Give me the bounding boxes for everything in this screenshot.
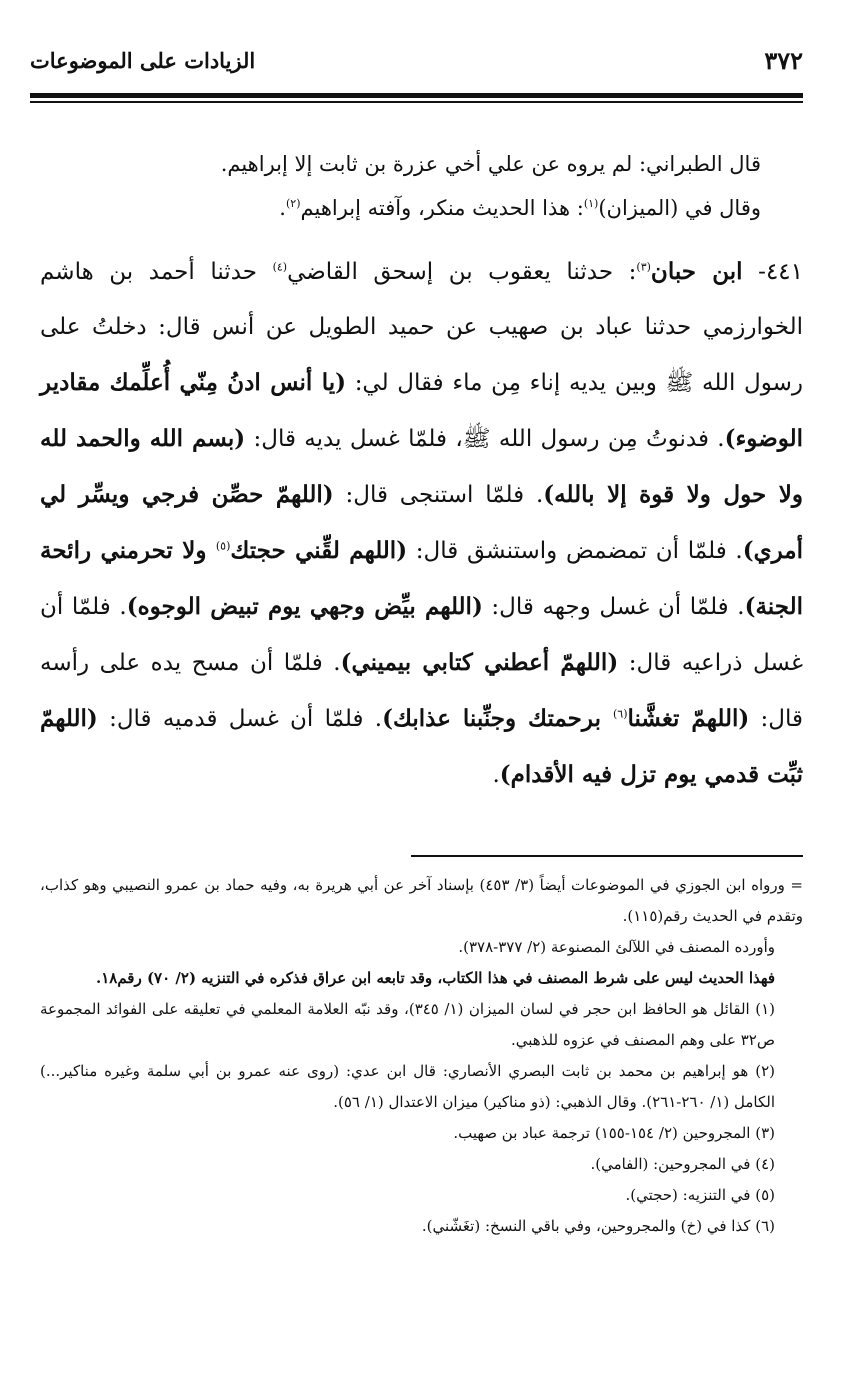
intro-line-2 [40,186,803,230]
hadith-number: ٤٤١- [758,259,803,285]
hadith-quote: (اللهمّ تغشَّنا [627,705,750,732]
hadith-quote: (اللهم لقِّني حجتك [230,537,408,564]
hadith-text: . فلمّا أن غسل وجهه قال: [482,594,745,620]
header-rule-thick [30,93,803,98]
footnote-separator [411,855,803,857]
hadith-quote: (يا أنس ادنُ مِنّي أُعلِّمك مقادير الوضوء) [40,369,803,452]
hadith-quote: ولا تحرمني رائحة الجنة) [40,537,803,620]
intro-line-1: قال الطبراني: لم يروه عن علي أخي عزرة بن ثابت إلا إبراهيم. [220,152,761,176]
footnote-ref: (٤) [272,260,288,274]
hadith-text: . فلمّا أن مسح يده على رأسه قال: [40,650,803,732]
footnote-1: (١) القائل هو الحافظ ابن حجر في لسان الميزان (١/ ٣٤٥)، وقد نبّه العلامة المعلمي في تعليقه على الفوائد المجموعة ص٣٢ على وهم المصنف في عزوه للذهبي. [40,1000,775,1049]
intro-text: وقال في (الميزان) [598,196,761,220]
footnote-5: (٥) في التنزيه: (حجتي). [625,1186,775,1204]
footnote-continuation: = ورواه ابن الجوزي في الموضوعات أيضاً (٣/ ٤٥٣) بإسناد آخر عن أبي هريرة به، وفيه حماد بن عمرو النصيبي وهو كذاب، وتقدم في الحديث رقم(١١٥). [40,876,803,925]
footnote-ref: (٥) [215,539,231,553]
hadith-441 [40,244,803,803]
hadith-quote: (بسم الله والحمد لله ولا حول ولا قوة إلا بالله) [40,425,803,508]
hadith-quote: (اللهم بيِّض وجهي يوم تبيض الوجوه) [126,593,483,620]
footnote-2: (٢) هو إبراهيم بن محمد بن ثابت البصري الأنصاري: قال ابن عدي: (روى عنه عمرو بن أبي سلمة وغيره مناكير...) الكامل (١/ ٢٦٠-٢٦١). وقال الذهبي: (ذو مناكير) ميزان الاعتدال (١/ ٥٦). [40,1062,775,1111]
footnote-ref: (٣) [636,260,651,274]
intro-text: . [279,196,286,220]
hadith-quote: برحمتك وجنِّبنا عذابك) [382,705,613,732]
hadith-text: . [492,762,500,788]
hadith-text: حدثنا أحمد بن هاشم الخوارزمي حدثنا عباد بن صهيب عن حميد الطويل عن أنس قال: دخلتُ على رسول الله ﷺ وبين يديه إناء مِن ماء فقال لي: [40,259,804,396]
footnote-continuation: فهذا الحديث ليس على شرط المصنف في هذا الكتاب، وقد تابعه ابن عراق فذكره في التنزيه (٢/ ٧٠) رقم١٨. [95,969,775,987]
footnotes [40,870,803,1242]
footnote-3: (٣) المجروحين (٢/ ١٥٤-١٥٥) ترجمة عباد بن صهيب. [453,1124,775,1142]
header-rule-thin [30,101,803,103]
hadith-text: . فلمّا أن تمضمض واستنشق قال: [407,538,743,564]
footnote-ref: (١) [583,197,599,210]
hadith-text: . فلمّا استنجى قال: [333,482,544,508]
hadith-text: . فدنوتُ مِن رسول الله ﷺ، فلمّا غسل يديه قال: [245,426,725,452]
hadith-text: . فلمّا أن غسل ذراعيه قال: [40,594,803,676]
footnote-4: (٤) في المجروحين: (الفامي). [590,1155,775,1173]
main-text [40,142,803,826]
hadith-narrator: ابن حبان [650,258,743,285]
footnote-ref: (٢) [285,197,301,210]
footnote-ref: (٦) [612,707,628,721]
footnote-6: (٦) كذا في (خ) والمجروحين، وفي باقي النسخ: (تغَشّني). [421,1217,775,1235]
hadith-text: . فلمّا أن غسل قدميه قال: [97,706,383,732]
hadith-quote: (اللهمّ حصِّن فرجي ويسِّر لي أمري) [40,481,803,564]
hadith-text: : حدثنا يعقوب بن إسحق القاضي [287,259,637,285]
hadith-quote: (اللهمّ ثبِّت قدمي يوم تزل فيه الأقدام) [40,705,803,788]
page-header [30,36,803,94]
footnote-continuation: وأورده المصنف في اللآلئ المصنوعة (٢/ ٣٧٧-٣٧٨). [458,938,775,956]
intro-text: : هذا الحديث منكر، وآفته إبراهيم [300,196,584,220]
running-title: الزيادات على الموضوعات [30,48,256,73]
hadith-quote: (اللهمّ أعطني كتابي بيميني) [340,649,619,676]
page-number: ٣٧٢ [764,46,803,75]
